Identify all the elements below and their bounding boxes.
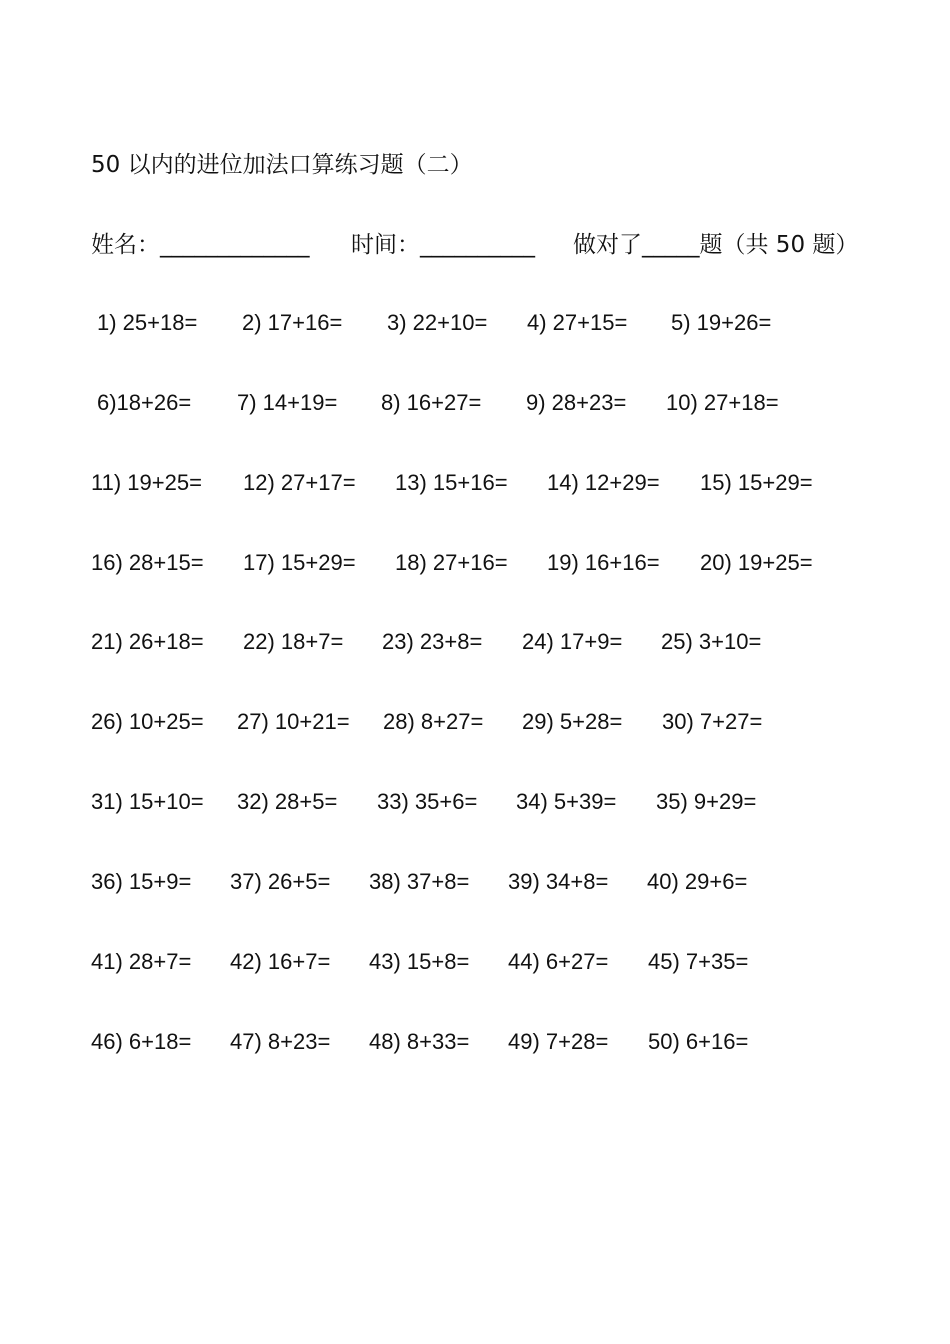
problem-item: 5) 19+26= [671,310,772,335]
problem-item: 42) 16+7= [230,949,331,974]
problem-item: 3) 22+10= [387,310,488,335]
problem-item: 41) 28+7= [91,949,192,974]
problem-item: 22) 18+7= [243,629,344,654]
problem-item: 19) 16+16= [547,550,660,575]
problem-item: 47) 8+23= [230,1029,331,1054]
problem-item: 39) 34+8= [508,869,609,894]
problem-item: 14) 12+29= [547,470,660,495]
problem-item: 24) 17+9= [522,629,623,654]
problem-item: 10) 27+18= [666,390,779,415]
problem-item: 20) 19+25= [700,550,813,575]
problem-item: 18) 27+16= [395,550,508,575]
worksheet-title: 50 以内的进位加法口算练习题（二） [91,152,473,178]
problem-item: 11) 19+25= [91,470,202,495]
problem-item: 17) 15+29= [243,550,356,575]
problem-item: 4) 27+15= [527,310,628,335]
problem-item: 13) 15+16= [395,470,508,495]
problem-item: 7) 14+19= [237,390,338,415]
time-field: 时间：__________ [351,232,535,258]
problem-item: 48) 8+33= [369,1029,470,1054]
problem-item: 26) 10+25= [91,709,204,734]
problem-item: 38) 37+8= [369,869,470,894]
problem-item: 43) 15+8= [369,949,470,974]
problem-item: 23) 23+8= [382,629,483,654]
problem-item: 31) 15+10= [91,789,204,814]
problem-item: 25) 3+10= [661,629,762,654]
score-field: 做对了_____题（共 50 题） [573,232,859,258]
problem-item: 1) 25+18= [97,310,198,335]
problem-item: 8) 16+27= [381,390,482,415]
problem-item: 15) 15+29= [700,470,813,495]
problem-item: 33) 35+6= [377,789,478,814]
problem-item: 37) 26+5= [230,869,331,894]
problem-item: 46) 6+18= [91,1029,192,1054]
problem-item: 29) 5+28= [522,709,623,734]
name-field: 姓名：_____________ [91,232,310,258]
problem-item: 50) 6+16= [648,1029,749,1054]
problem-item: 44) 6+27= [508,949,609,974]
problem-item: 35) 9+29= [656,789,757,814]
problem-item: 34) 5+39= [516,789,617,814]
problem-item: 9) 28+23= [526,390,627,415]
problem-item: 16) 28+15= [91,550,204,575]
problem-item: 36) 15+9= [91,869,192,894]
problem-item: 12) 27+17= [243,470,356,495]
problem-item: 6)18+26= [97,390,192,415]
problem-item: 27) 10+21= [237,709,350,734]
problem-item: 21) 26+18= [91,629,204,654]
problem-item: 49) 7+28= [508,1029,609,1054]
problem-item: 28) 8+27= [383,709,484,734]
problem-item: 2) 17+16= [242,310,343,335]
problem-item: 30) 7+27= [662,709,763,734]
problem-item: 40) 29+6= [647,869,748,894]
problem-item: 32) 28+5= [237,789,338,814]
problem-item: 45) 7+35= [648,949,749,974]
